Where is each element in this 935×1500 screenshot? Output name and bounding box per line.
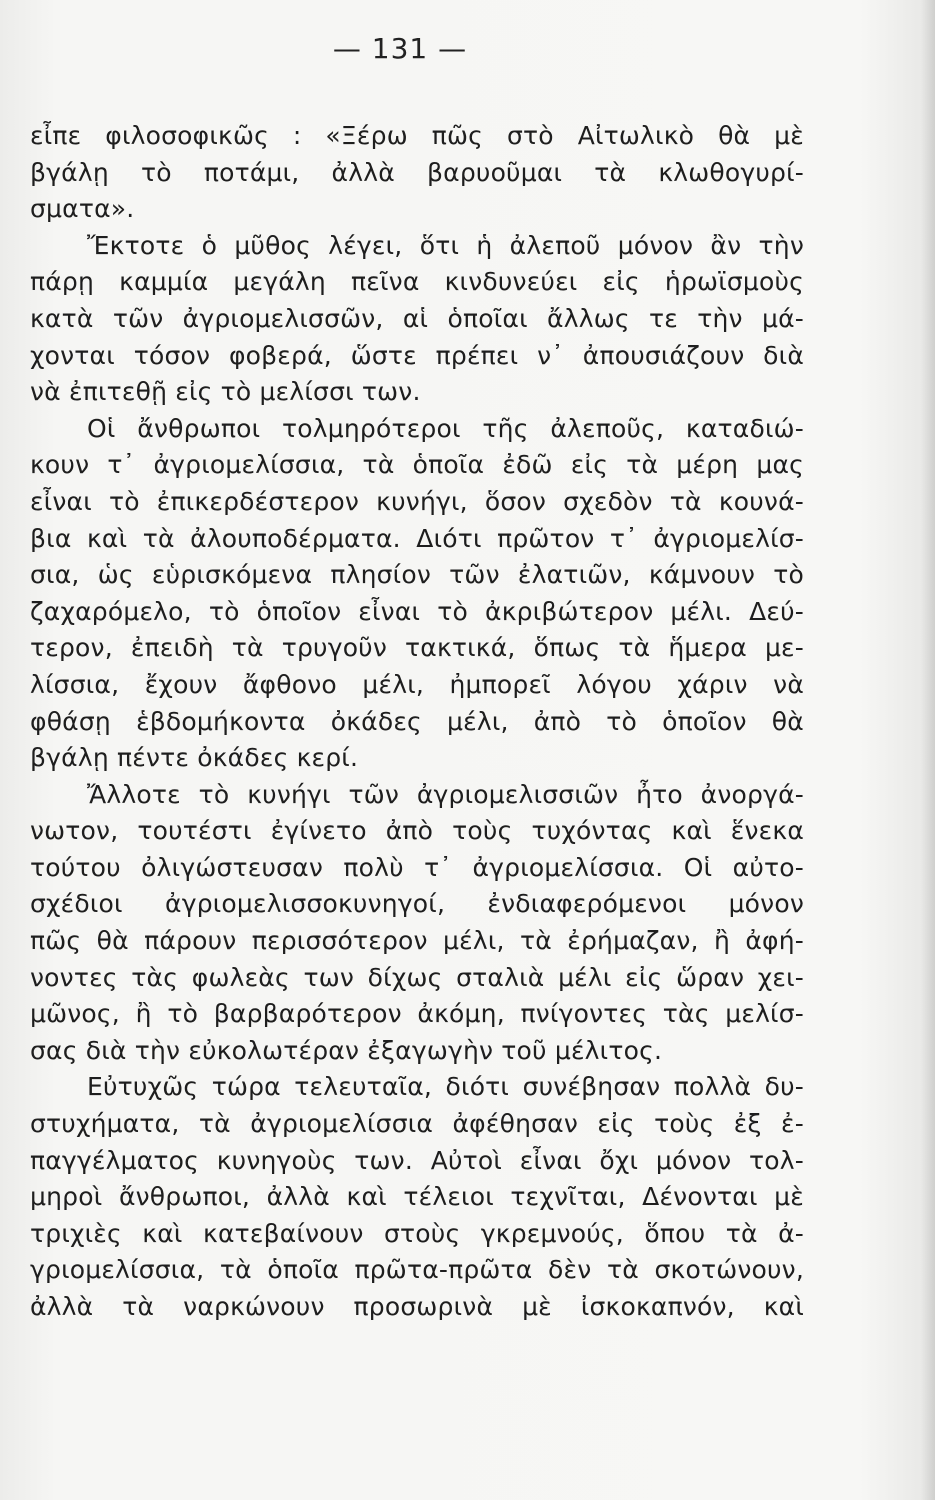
- text-line: σματα».: [30, 194, 135, 224]
- text-line: κουν τ᾽ ἀγριομελίσσια, τὰ ὁποῖα ἐδῶ εἰς τὰ μέρη μας: [30, 450, 804, 480]
- text-line: στυχήματα, τὰ ἀγριομελίσσια ἀφέθησαν εἰς τοὺς ἐξ ἐ-: [30, 1109, 804, 1139]
- text-line: σχέδιοι ἀγριομελισσοκυνηγοί, ἐνδιαφερόμενοι μόνον: [30, 889, 804, 919]
- text-line: τερον, ἐπειδὴ τὰ τρυγοῦν τακτικά, ὅπως τὰ ἥμερα με-: [30, 633, 804, 663]
- text-line: κατὰ τῶν ἀγριομελισσῶν, αἱ ὁποῖαι ἄλλως τε τὴν μά-: [30, 303, 804, 333]
- text-line: νοντες τὰς φωλεὰς των δίχως σταλιὰ μέλι εἰς ὥραν χει-: [30, 962, 804, 992]
- text-line: παγγέλματος κυνηγοὺς των. Αὐτοὶ εἶναι ὄχι μόνον τολ-: [30, 1145, 804, 1175]
- text-line: λίσσια, ἔχουν ἄφθονο μέλι, ἠμπορεῖ λόγου χάριν νὰ: [30, 669, 804, 699]
- text-line: νὰ ἐπιτεθῇ εἰς τὸ μελίσσι των.: [30, 377, 421, 407]
- text-line: εἶναι τὸ ἐπικερδέστερον κυνήγι, ὅσον σχεδὸν τὰ κουνά-: [30, 486, 804, 516]
- text-line: Οἱ ἄνθρωποι τολμηρότεροι τῆς ἀλεποῦς, καταδιώ-: [87, 413, 804, 443]
- text-line: βια καὶ τὰ ἀλουποδέρματα. Διότι πρῶτον τ᾽ ἀγριομελίσ-: [30, 523, 804, 553]
- text-line: νωτον, τουτέστι ἐγίνετο ἀπὸ τοὺς τυχόντας καὶ ἕνεκα: [30, 816, 804, 846]
- text-line: πάρῃ καμμία μεγάλη πεῖνα κινδυνεύει εἰς ἡρωϊσμοὺς: [30, 267, 804, 297]
- text-line: φθάσῃ ἑβδομήκοντα ὀκάδες μέλι, ἀπὸ τὸ ὁποῖον θὰ: [30, 706, 804, 736]
- text-line: Εὐτυχῶς τώρα τελευταῖα, διότι συνέβησαν πολλὰ δυ-: [87, 1072, 804, 1102]
- text-line: γριομελίσσια, τὰ ὁποῖα πρῶτα-πρῶτα δὲν τὰ σκοτώνουν,: [30, 1255, 804, 1285]
- text-line: σας διὰ τὴν εὐκολωτέραν ἐξαγωγὴν τοῦ μέλιτος.: [30, 1035, 663, 1065]
- text-line: εἶπε φιλοσοφικῶς : «Ξέρω πῶς στὸ Αἰτωλικὸ θὰ μὲ: [30, 121, 804, 150]
- text-line: τούτου ὀλιγώστευσαν πολὺ τ᾽ ἀγριομελίσσια. Οἱ αὐτο-: [30, 852, 804, 882]
- text-line: ἀλλὰ τὰ ναρκώνουν προσωρινὰ μὲ ἰσκοκαπνόν, καὶ: [30, 1292, 804, 1321]
- text-line: Ἄλλοτε τὸ κυνήγι τῶν ἀγριομελισσιῶν ἦτο ἀνοργά-: [87, 779, 804, 809]
- text-line: μῶνος, ἢ τὸ βαρβαρότερον ἀκόμη, πνίγοντες τὰς μελίσ-: [30, 999, 804, 1029]
- text-line: τριχιὲς καὶ κατεβαίνουν στοὺς γκρεμνούς, ὅπου τὰ ἀ-: [30, 1218, 804, 1248]
- text-line: χονται τόσον φοβερά, ὥστε πρέπει ν᾽ ἀπουσιάζουν διὰ: [30, 340, 804, 370]
- text-line: ζαχαρόμελο, τὸ ὁποῖον εἶναι τὸ ἀκριβώτερον μέλι. Δεύ-: [30, 596, 804, 626]
- page-edge-shadow: [921, 0, 935, 1500]
- text-line: μηροὶ ἄνθρωποι, ἀλλὰ καὶ τέλειοι τεχνῖται, Δένονται μὲ: [30, 1182, 804, 1212]
- text-line: πῶς θὰ πάρουν περισσότερον μέλι, τὰ ἐρήμαζαν, ἢ ἀφή-: [30, 926, 804, 956]
- text-line: σια, ὡς εὑρισκόμενα πλησίον τῶν ἐλατιῶν, κάμνουν τὸ: [30, 560, 804, 590]
- body-text: [30, 118, 804, 1326]
- text-line: Ἔκτοτε ὁ μῦθος λέγει, ὅτι ἡ ἀλεποῦ μόνον ἂν τὴν: [87, 230, 804, 260]
- text-line: βγάλῃ πέντε ὀκάδες κερί.: [30, 743, 359, 773]
- page-number: — 131 —: [332, 32, 468, 65]
- text-line: βγάλῃ τὸ ποτάμι, ἀλλὰ βαρυοῦμαι τὰ κλωθογυρί-: [30, 157, 804, 187]
